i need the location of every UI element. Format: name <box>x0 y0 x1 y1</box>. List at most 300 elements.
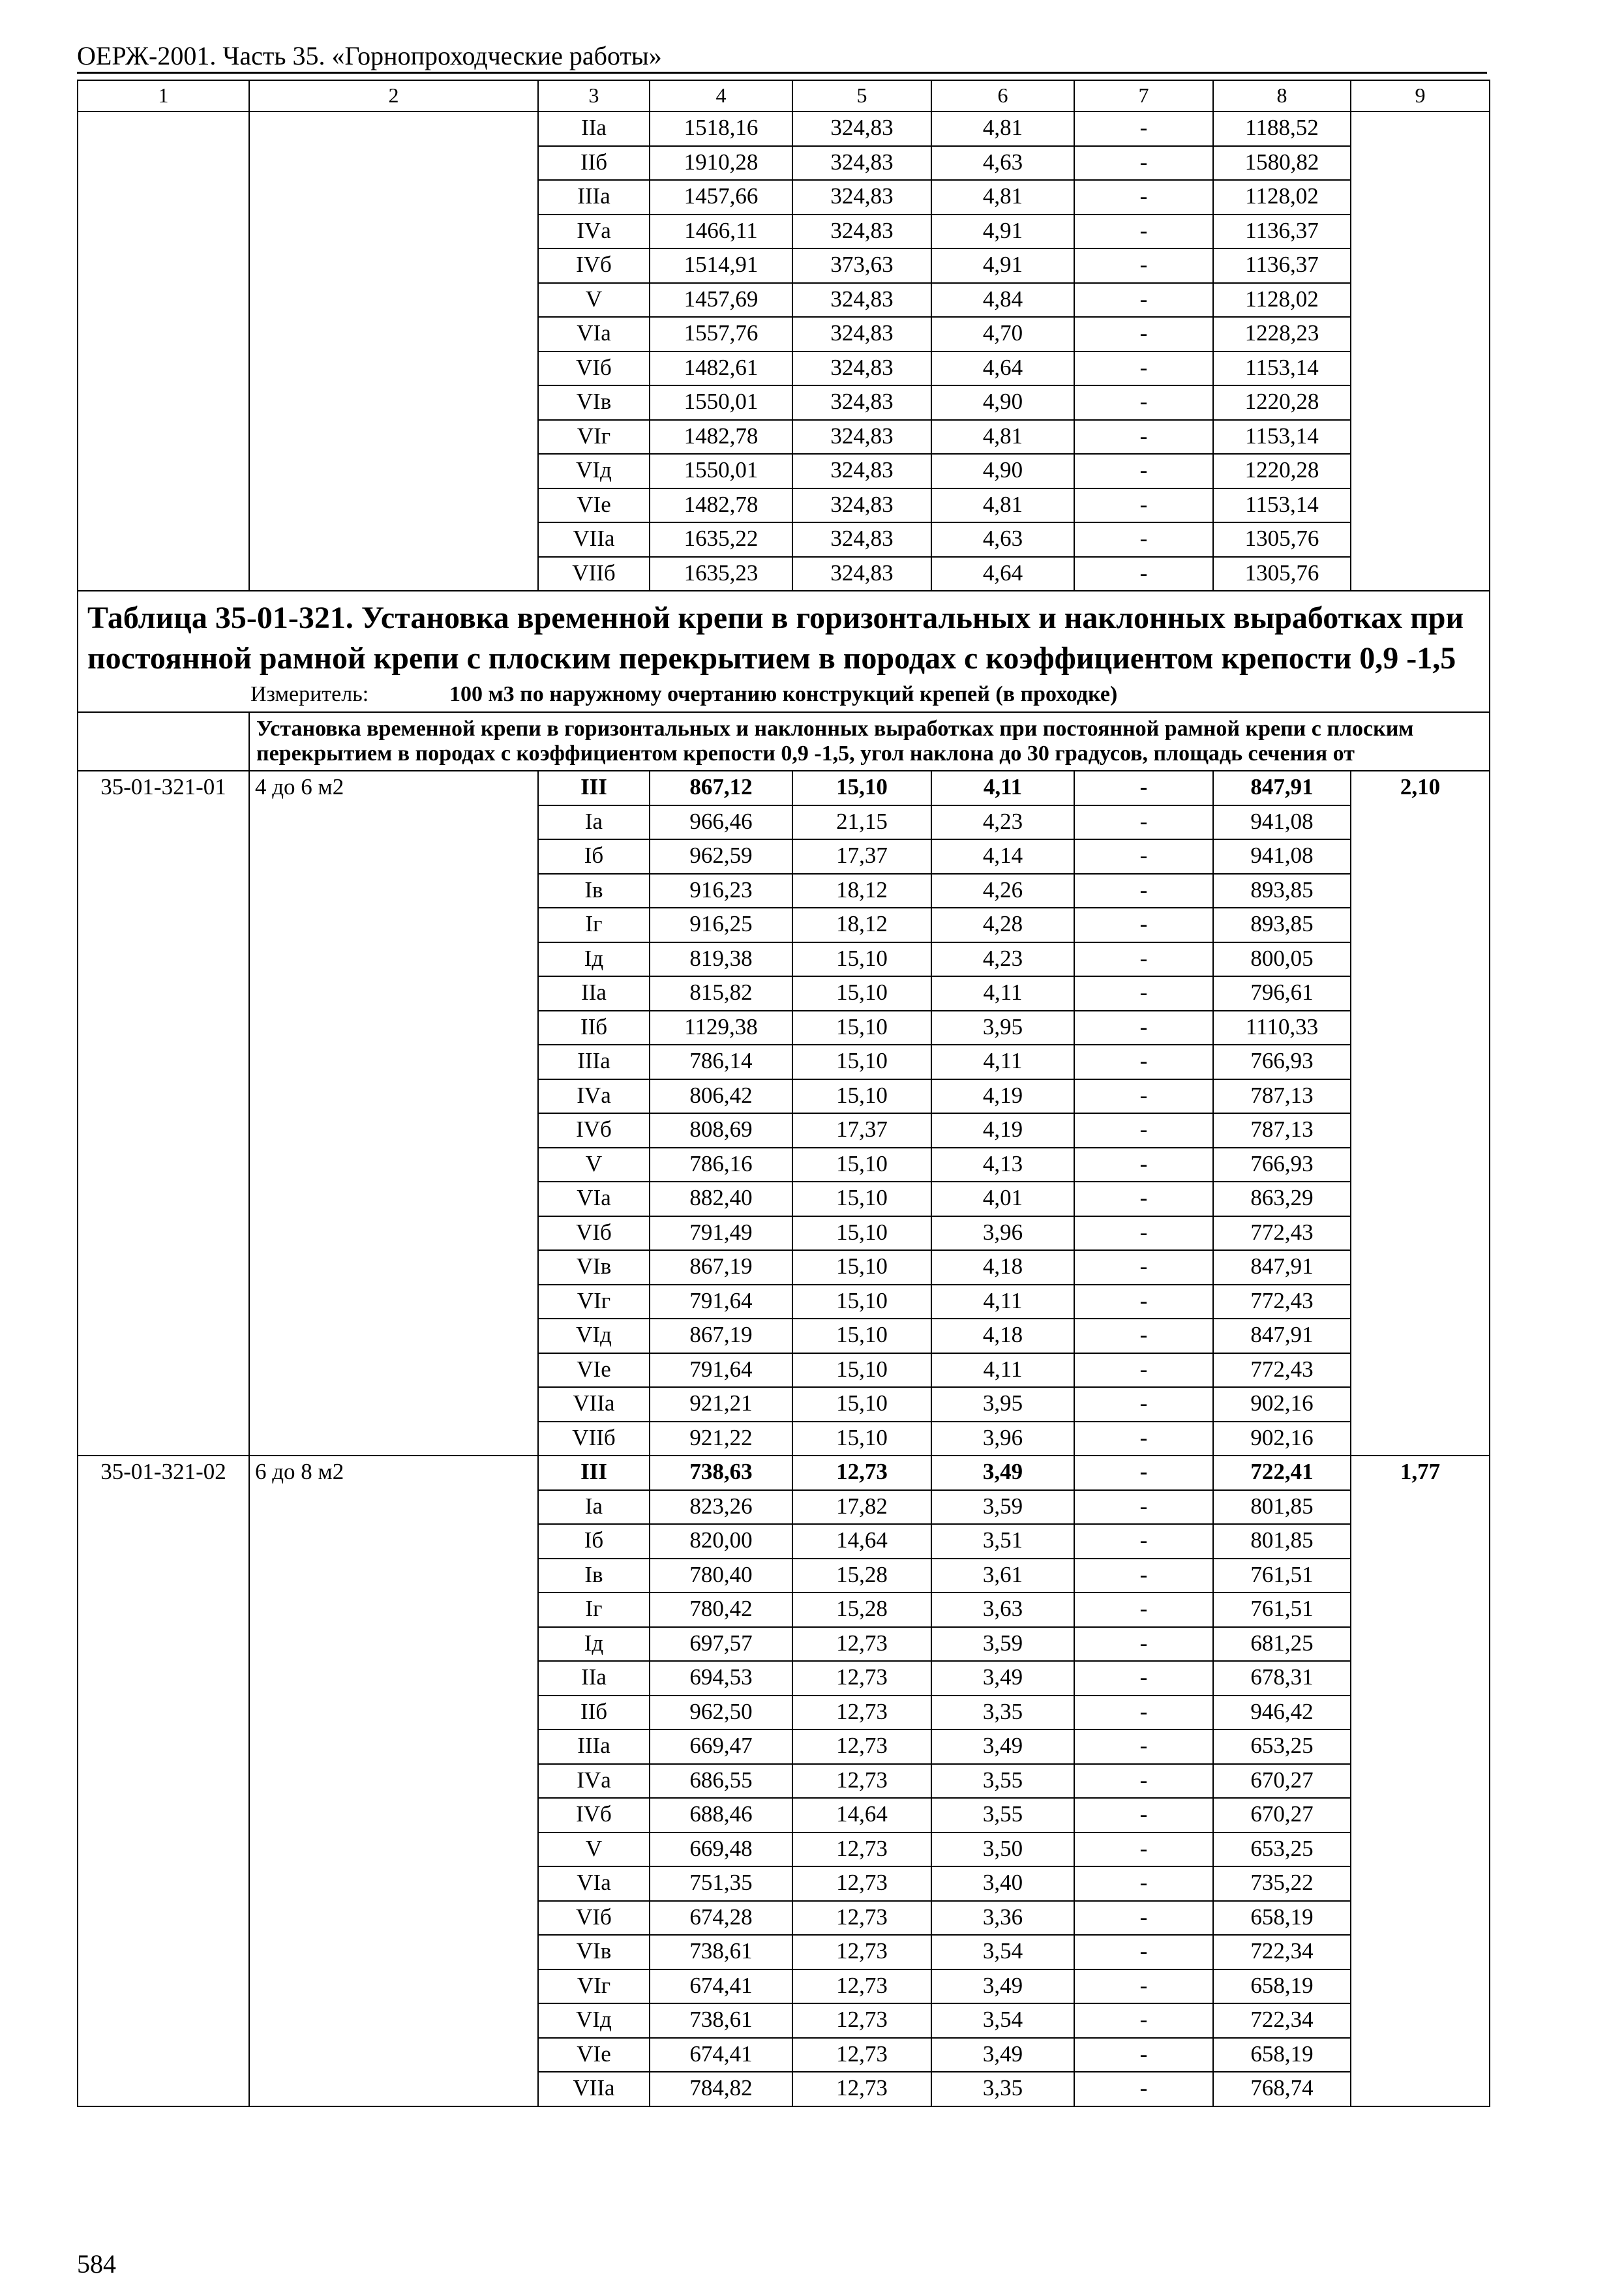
table-cell: - <box>1074 1387 1213 1422</box>
table-cell: Iг <box>538 908 650 942</box>
table-cell: Iд <box>538 1627 650 1662</box>
table-cell: 4,11 <box>931 1353 1074 1388</box>
description-row <box>78 712 1490 771</box>
table-cell: 681,25 <box>1213 1627 1351 1662</box>
table-cell: 820,00 <box>650 1524 792 1559</box>
table-cell: 738,63 <box>650 1456 792 1490</box>
table-cell: 3,96 <box>931 1422 1074 1456</box>
table-cell: Iа <box>538 1490 650 1525</box>
item-code: 35-01-321-01 <box>78 771 249 1456</box>
table-cell: 12,73 <box>792 1764 931 1799</box>
table-cell: 4,26 <box>931 874 1074 908</box>
table-cell: 324,83 <box>792 146 931 181</box>
table-cell: 1188,52 <box>1213 112 1351 146</box>
table-cell: - <box>1074 1285 1213 1319</box>
table-cell: - <box>1074 839 1213 874</box>
table-cell: 15,10 <box>792 1148 931 1182</box>
table-cell: 324,83 <box>792 420 931 455</box>
table-cell: VIIа <box>538 2072 650 2106</box>
table-cell: - <box>1074 1969 1213 2004</box>
item-col9: 1,77 <box>1351 1456 1490 2106</box>
table-cell: VIб <box>538 1216 650 1251</box>
table-cell: VIг <box>538 1969 650 2004</box>
table-cell: 669,47 <box>650 1729 792 1764</box>
table-cell: 784,82 <box>650 2072 792 2106</box>
table-cell: 3,50 <box>931 1833 1074 1867</box>
item-code: 35-01-321-02 <box>78 1456 249 2106</box>
table-cell: 324,83 <box>792 488 931 523</box>
table-cell: 15,10 <box>792 1250 931 1285</box>
table-cell: 941,08 <box>1213 805 1351 840</box>
table-cell: IVа <box>538 215 650 249</box>
table-cell: Iв <box>538 1559 650 1593</box>
table-cell: 674,41 <box>650 1969 792 2004</box>
table-cell: 766,93 <box>1213 1148 1351 1182</box>
column-number: 9 <box>1351 80 1490 112</box>
table-cell: 966,46 <box>650 805 792 840</box>
table-cell: VIе <box>538 2038 650 2072</box>
table-cell: - <box>1074 420 1213 455</box>
table-cell: - <box>1074 454 1213 488</box>
table-cell: 3,35 <box>931 2072 1074 2106</box>
table-cell: 12,73 <box>792 1661 931 1696</box>
table-cell: 1580,82 <box>1213 146 1351 181</box>
table-cell: - <box>1074 522 1213 557</box>
table-cell: 18,12 <box>792 908 931 942</box>
table-cell: Iв <box>538 874 650 908</box>
table-cell: VIIа <box>538 1387 650 1422</box>
table-cell: 921,21 <box>650 1387 792 1422</box>
table-cell: IVа <box>538 1079 650 1114</box>
table-cell: - <box>1074 385 1213 420</box>
column-number: 5 <box>792 80 931 112</box>
table-cell: - <box>1074 1216 1213 1251</box>
table-cell: IIб <box>538 146 650 181</box>
table-cell: IVб <box>538 1113 650 1148</box>
table-cell: 12,73 <box>792 1729 931 1764</box>
table-cell: 658,19 <box>1213 1969 1351 2004</box>
table-cell: 12,73 <box>792 2003 931 2038</box>
table-cell: V <box>538 1148 650 1182</box>
table-cell: - <box>1074 283 1213 318</box>
table-cell: 761,51 <box>1213 1559 1351 1593</box>
table-cell: VIIб <box>538 1422 650 1456</box>
column-number: 4 <box>650 80 792 112</box>
table-cell: 787,13 <box>1213 1113 1351 1148</box>
table-cell: 4,91 <box>931 248 1074 283</box>
table-cell: - <box>1074 180 1213 215</box>
table-cell: VIа <box>538 317 650 352</box>
table-cell: 1128,02 <box>1213 283 1351 318</box>
table-cell: 12,73 <box>792 2072 931 2106</box>
table-cell: 4,11 <box>931 976 1074 1011</box>
table-cell: 15,10 <box>792 1079 931 1114</box>
table-cell: 670,27 <box>1213 1764 1351 1799</box>
table-cell: 17,37 <box>792 1113 931 1148</box>
table-cell: - <box>1074 2038 1213 2072</box>
table-cell: 941,08 <box>1213 839 1351 874</box>
table-cell: - <box>1074 1627 1213 1662</box>
table-cell: - <box>1074 1798 1213 1833</box>
table-title: Таблица 35-01-321. Установка временной крепи в горизонтальных и наклонных выработках при постоянной рамной крепи с плоским перекрытием в породах с коэффициентом крепости 0,9 -1,5 <box>87 601 1464 676</box>
table-cell: 738,61 <box>650 1935 792 1969</box>
table-cell: 823,26 <box>650 1490 792 1525</box>
table-cell: 772,43 <box>1213 1285 1351 1319</box>
work-description: Установка временной крепи в горизонтальных и наклонных выработках при постоянной рамной крепи с плоским перекрытием в породах с коэффициентом крепости 0,9 -1,5, угол наклона до 30 градусов, площадь сечения от <box>249 712 1490 771</box>
table-cell: 324,83 <box>792 454 931 488</box>
table-cell: 17,37 <box>792 839 931 874</box>
table-cell: 324,83 <box>792 317 931 352</box>
table-cell: 1220,28 <box>1213 454 1351 488</box>
table-cell: 1136,37 <box>1213 215 1351 249</box>
table-cell: IIIа <box>538 1045 650 1079</box>
table-cell: IIб <box>538 1011 650 1045</box>
table-cell: 962,50 <box>650 1696 792 1730</box>
table-cell: 4,18 <box>931 1250 1074 1285</box>
table-cell: - <box>1074 942 1213 977</box>
table-cell: VIIа <box>538 522 650 557</box>
table-cell: 1457,66 <box>650 180 792 215</box>
table-row <box>78 1456 1490 1490</box>
table-cell: 12,73 <box>792 1969 931 2004</box>
table-cell: - <box>1074 908 1213 942</box>
table-cell: 1305,76 <box>1213 522 1351 557</box>
table-cell: 766,93 <box>1213 1045 1351 1079</box>
table-cell: 686,55 <box>650 1764 792 1799</box>
table-cell: 4,81 <box>931 420 1074 455</box>
table-cell: 847,91 <box>1213 1319 1351 1353</box>
table-cell: 3,54 <box>931 2003 1074 2038</box>
table-cell: - <box>1074 2003 1213 2038</box>
table-cell: 946,42 <box>1213 1696 1351 1730</box>
table-cell: VIе <box>538 1353 650 1388</box>
table-cell: 669,48 <box>650 1833 792 1867</box>
table-cell: VIг <box>538 1285 650 1319</box>
table-cell: 3,61 <box>931 1559 1074 1593</box>
table-cell: 4,11 <box>931 771 1074 805</box>
page-header: ОЕРЖ-2001. Часть 35. «Горнопроходческие работы» <box>77 41 662 70</box>
table-cell: 1129,38 <box>650 1011 792 1045</box>
table-cell: 1457,69 <box>650 283 792 318</box>
table-cell: 15,10 <box>792 1216 931 1251</box>
table-cell: 653,25 <box>1213 1833 1351 1867</box>
table-cell: VIа <box>538 1182 650 1216</box>
table-cell: 12,73 <box>792 1456 931 1490</box>
table-cell: 12,73 <box>792 1627 931 1662</box>
table-cell: 324,83 <box>792 283 931 318</box>
table-cell: 1110,33 <box>1213 1011 1351 1045</box>
table-cell: 1153,14 <box>1213 352 1351 386</box>
code-cell <box>78 112 249 591</box>
table-cell: 867,19 <box>650 1319 792 1353</box>
table-cell: 808,69 <box>650 1113 792 1148</box>
table-cell: 697,57 <box>650 1627 792 1662</box>
table-cell: 916,23 <box>650 874 792 908</box>
table-cell: 4,23 <box>931 942 1074 977</box>
table-cell: 1557,76 <box>650 317 792 352</box>
table-cell: 3,55 <box>931 1764 1074 1799</box>
column-number: 6 <box>931 80 1074 112</box>
table-cell: 15,10 <box>792 1011 931 1045</box>
table-cell: - <box>1074 1422 1213 1456</box>
table-cell: 722,34 <box>1213 1935 1351 1969</box>
table-cell: 3,51 <box>931 1524 1074 1559</box>
table-title-cell <box>78 591 1490 712</box>
table-cell: 17,82 <box>792 1490 931 1525</box>
table-cell: 1635,23 <box>650 557 792 591</box>
table-cell: 4,81 <box>931 488 1074 523</box>
table-cell: 4,11 <box>931 1045 1074 1079</box>
table-cell: 4,19 <box>931 1113 1074 1148</box>
table-cell: VIIб <box>538 557 650 591</box>
table-cell: 863,29 <box>1213 1182 1351 1216</box>
table-cell: III <box>538 1456 650 1490</box>
table-cell: 4,84 <box>931 283 1074 318</box>
table-cell: 324,83 <box>792 385 931 420</box>
table-cell: 4,19 <box>931 1079 1074 1114</box>
table-cell: - <box>1074 1729 1213 1764</box>
table-cell: 15,10 <box>792 1285 931 1319</box>
table-cell: - <box>1074 1319 1213 1353</box>
table-cell: 15,10 <box>792 1353 931 1388</box>
table-cell: 12,73 <box>792 1866 931 1901</box>
table-cell: - <box>1074 1866 1213 1901</box>
table-cell: Iа <box>538 805 650 840</box>
table-cell: 4,01 <box>931 1182 1074 1216</box>
table-cell: 902,16 <box>1213 1422 1351 1456</box>
table-cell: 15,10 <box>792 1182 931 1216</box>
table-cell: 819,38 <box>650 942 792 977</box>
table-cell: 4,14 <box>931 839 1074 874</box>
column-number: 1 <box>78 80 249 112</box>
table-cell: 800,05 <box>1213 942 1351 977</box>
table-cell: 694,53 <box>650 1661 792 1696</box>
unit-label: Измеритель: <box>250 682 369 706</box>
table-cell: 3,63 <box>931 1593 1074 1627</box>
table-cell: 735,22 <box>1213 1866 1351 1901</box>
table-cell: IIIа <box>538 1729 650 1764</box>
table-cell: 1482,78 <box>650 420 792 455</box>
table-cell: IIа <box>538 976 650 1011</box>
table-cell: 3,49 <box>931 2038 1074 2072</box>
table-cell: - <box>1074 805 1213 840</box>
table-cell: Iг <box>538 1593 650 1627</box>
table-cell: 4,18 <box>931 1319 1074 1353</box>
table-cell: VIа <box>538 1866 650 1901</box>
table-cell: VIг <box>538 420 650 455</box>
table-cell: 1228,23 <box>1213 317 1351 352</box>
table-cell: 1910,28 <box>650 146 792 181</box>
table-cell: 12,73 <box>792 2038 931 2072</box>
table-cell: 791,49 <box>650 1216 792 1251</box>
table-cell: IVа <box>538 1764 650 1799</box>
table-cell: 14,64 <box>792 1798 931 1833</box>
table-cell: - <box>1074 1011 1213 1045</box>
table-cell: 867,12 <box>650 771 792 805</box>
column-number: 8 <box>1213 80 1351 112</box>
table-cell: 15,10 <box>792 1387 931 1422</box>
table-cell: 4,64 <box>931 557 1074 591</box>
table-cell: 786,16 <box>650 1148 792 1182</box>
table-cell: - <box>1074 1182 1213 1216</box>
table-cell: 3,95 <box>931 1011 1074 1045</box>
price-table <box>77 80 1490 2107</box>
table-cell: 15,28 <box>792 1593 931 1627</box>
table-cell: V <box>538 283 650 318</box>
table-cell: 4,81 <box>931 112 1074 146</box>
table-cell: - <box>1074 976 1213 1011</box>
table-cell: 3,55 <box>931 1798 1074 1833</box>
table-cell: 4,81 <box>931 180 1074 215</box>
table-title-row <box>78 591 1490 712</box>
table-cell: - <box>1074 317 1213 352</box>
column-number: 3 <box>538 80 650 112</box>
item-name: 4 до 6 м2 <box>249 771 538 1456</box>
table-row <box>78 112 1490 146</box>
table-cell: 1466,11 <box>650 215 792 249</box>
table-cell: Iб <box>538 839 650 874</box>
table-cell: 14,64 <box>792 1524 931 1559</box>
table-cell: - <box>1074 2072 1213 2106</box>
table-cell: 674,28 <box>650 1901 792 1936</box>
table-cell: 15,10 <box>792 1319 931 1353</box>
table-cell: 1482,61 <box>650 352 792 386</box>
table-cell: 3,49 <box>931 1969 1074 2004</box>
table-cell: 722,41 <box>1213 1456 1351 1490</box>
table-cell: 15,10 <box>792 976 931 1011</box>
table-cell: 962,59 <box>650 839 792 874</box>
table-cell: 674,41 <box>650 2038 792 2072</box>
table-cell: 1305,76 <box>1213 557 1351 591</box>
table-cell: - <box>1074 1079 1213 1114</box>
table-cell: 688,46 <box>650 1798 792 1833</box>
table-cell: 324,83 <box>792 215 931 249</box>
table-cell: 902,16 <box>1213 1387 1351 1422</box>
table-cell: - <box>1074 1661 1213 1696</box>
table-cell: IIб <box>538 1696 650 1730</box>
table-cell: 12,73 <box>792 1935 931 1969</box>
description-blank <box>78 712 249 771</box>
table-cell: 1153,14 <box>1213 488 1351 523</box>
table-cell: VIв <box>538 385 650 420</box>
table-cell: 3,35 <box>931 1696 1074 1730</box>
table-cell: IVб <box>538 248 650 283</box>
table-cell: 4,28 <box>931 908 1074 942</box>
table-cell: 658,19 <box>1213 1901 1351 1936</box>
table-cell: 3,96 <box>931 1216 1074 1251</box>
table-cell: 847,91 <box>1213 771 1351 805</box>
page-number: 584 <box>77 2249 116 2279</box>
table-cell: 658,19 <box>1213 2038 1351 2072</box>
header-rule <box>77 72 1487 74</box>
table-cell: 653,25 <box>1213 1729 1351 1764</box>
table-cell: 1153,14 <box>1213 420 1351 455</box>
table-cell: 4,91 <box>931 215 1074 249</box>
table-cell: - <box>1074 771 1213 805</box>
table-cell: 670,27 <box>1213 1798 1351 1833</box>
table-cell: 15,28 <box>792 1559 931 1593</box>
table-cell: 324,83 <box>792 522 931 557</box>
table-cell: - <box>1074 1045 1213 1079</box>
table-cell: VIд <box>538 454 650 488</box>
table-cell: 780,40 <box>650 1559 792 1593</box>
item-col9: 2,10 <box>1351 771 1490 1456</box>
table-cell: 324,83 <box>792 352 931 386</box>
table-cell: - <box>1074 112 1213 146</box>
table-cell: Iд <box>538 942 650 977</box>
table-cell: 791,64 <box>650 1353 792 1388</box>
table-cell: 15,10 <box>792 1422 931 1456</box>
table-cell: VIд <box>538 1319 650 1353</box>
table-cell: 4,64 <box>931 352 1074 386</box>
table-cell: - <box>1074 1833 1213 1867</box>
table-cell: 1514,91 <box>650 248 792 283</box>
table-cell: 12,73 <box>792 1696 931 1730</box>
table-cell: 3,49 <box>931 1661 1074 1696</box>
table-cell: 324,83 <box>792 557 931 591</box>
column-number-row <box>78 80 1490 112</box>
table-cell: V <box>538 1833 650 1867</box>
unit-value: 100 м3 по наружному очертанию конструкций крепей (в проходке) <box>449 682 1118 706</box>
table-cell: 4,11 <box>931 1285 1074 1319</box>
table-cell: - <box>1074 874 1213 908</box>
table-cell: 780,42 <box>650 1593 792 1627</box>
table-cell: IIа <box>538 1661 650 1696</box>
table-cell: III <box>538 771 650 805</box>
table-cell: 18,12 <box>792 874 931 908</box>
table-cell: 761,51 <box>1213 1593 1351 1627</box>
table-cell: 751,35 <box>650 1866 792 1901</box>
table-cell: - <box>1074 1764 1213 1799</box>
table-cell: VIб <box>538 352 650 386</box>
table-cell: 722,34 <box>1213 2003 1351 2038</box>
table-cell: 3,49 <box>931 1456 1074 1490</box>
table-cell: 12,73 <box>792 1901 931 1936</box>
table-cell: 847,91 <box>1213 1250 1351 1285</box>
table-cell: 1518,16 <box>650 112 792 146</box>
table-cell: - <box>1074 488 1213 523</box>
table-cell: - <box>1074 557 1213 591</box>
table-cell: 791,64 <box>650 1285 792 1319</box>
item-name: 6 до 8 м2 <box>249 1456 538 2106</box>
table-cell: 12,73 <box>792 1833 931 1867</box>
table-cell: 1136,37 <box>1213 248 1351 283</box>
table-cell: - <box>1074 1935 1213 1969</box>
table-cell: 678,31 <box>1213 1661 1351 1696</box>
table-cell: 4,90 <box>931 454 1074 488</box>
table-cell: 3,49 <box>931 1729 1074 1764</box>
table-cell: 738,61 <box>650 2003 792 2038</box>
table-cell: - <box>1074 1490 1213 1525</box>
table-cell: 324,83 <box>792 180 931 215</box>
column-number: 7 <box>1074 80 1213 112</box>
table-cell: - <box>1074 1113 1213 1148</box>
table-cell: - <box>1074 1353 1213 1388</box>
table-cell: 921,22 <box>650 1422 792 1456</box>
table-cell: 15,10 <box>792 1045 931 1079</box>
table-cell: 3,59 <box>931 1490 1074 1525</box>
table-cell: 3,59 <box>931 1627 1074 1662</box>
table-cell: - <box>1074 215 1213 249</box>
table-cell: 796,61 <box>1213 976 1351 1011</box>
table-cell: 1482,78 <box>650 488 792 523</box>
table-cell: - <box>1074 1901 1213 1936</box>
table-cell: - <box>1074 1696 1213 1730</box>
table-cell: 4,90 <box>931 385 1074 420</box>
table-cell: 1550,01 <box>650 385 792 420</box>
unit-line <box>87 680 1480 709</box>
table-cell: 806,42 <box>650 1079 792 1114</box>
